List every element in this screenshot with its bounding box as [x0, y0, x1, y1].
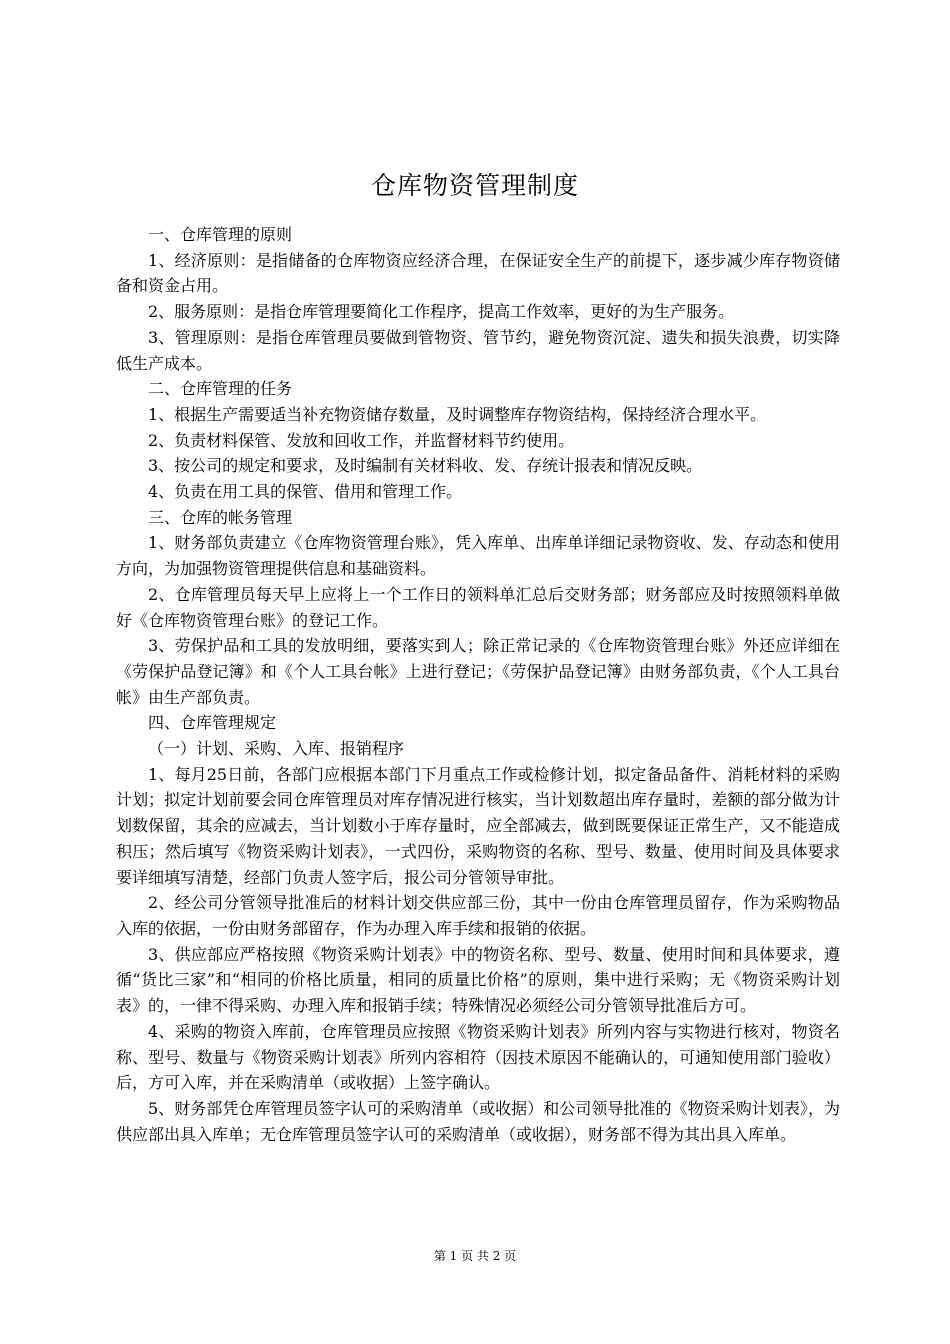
- paragraph: 3、按公司的规定和要求，及时编制有关材料收、发、存统计报表和情况反映。: [148, 456, 703, 476]
- paragraph: 2、经公司分管领导批准后的材料计划交供应部三份，其中一份由仓库管理员留存，作为采购物品入库的依据，一份由财务部留存，作为办理入库手续和报销的依据。: [116, 893, 840, 938]
- paragraph: 1、每月25日前，各部门应根据本部门下月重点工作或检修计划，拟定备品备件、消耗材料的采购计划；拟定计划前要会同仓库管理员对库存情况进行核实，当计划数超出库存量时，差额的部分做为计划数保留，其余的应减去，当计划数小于库存量时，应全部减去，做到既要保证正常生产，又不能造成积压；然后填写《物资采购计划表》，一式四份，采购物资的名称、型号、数量、使用时间及具体要求要详细填写清楚，经部门负责人签字后，报公司分管领导审批。: [116, 764, 840, 887]
- paragraph: 1、经济原则：是指储备的仓库物资应经济合理，在保证安全生产的前提下，逐步减少库存物资储备和资金占用。: [116, 250, 840, 296]
- paragraph: 4、负责在用工具的保管、借用和管理工作。: [148, 482, 463, 502]
- paragraph: 5、财务部凭仓库管理员签字认可的采购清单（或收据）和公司领导批准的《物资采购计划表》，为供应部出具入库单；无仓库管理员签字认可的采购清单（或收据），财务部不得为其出具入库单。: [116, 1098, 840, 1144]
- paragraph: 3、管理原则：是指仓库管理员要做到管物资、管节约，避免物资沉淀、遗失和损失浪费，切实降低生产成本。: [116, 327, 840, 373]
- paragraph: 3、供应部应严格按照《物资采购计划表》中的物资名称、型号、数量、使用时间和具体要求，遵循“货比三家”和“相同的价格比质量，相同的质量比价格”的原则，集中进行采购；无《物资采购计划表》的，一律不得采购、办理入库和报销手续；特殊情况必须经公司分管领导批准后方可。: [116, 944, 840, 1016]
- section-heading-3: 三、仓库的帐务管理: [148, 507, 293, 527]
- paragraph: 4、采购的物资入库前，仓库管理员应按照《物资采购计划表》所列内容与实物进行核对，物资名称、型号、数量与《物资采购计划表》所列内容相符（因技术原因不能确认的，可通知使用部门验收）后，方可入库，并在采购清单（或收据）上签字确认。: [116, 1021, 840, 1093]
- paragraph: 2、服务原则：是指仓库管理要简化工作程序，提高工作效率，更好的为生产服务。: [148, 302, 735, 322]
- section-heading-1: 一、仓库管理的原则: [148, 225, 293, 244]
- subsection-heading: （一）计划、采购、入库、报销程序: [148, 739, 405, 759]
- document-body: [116, 222, 840, 1147]
- section-heading-4: 四、仓库管理规定: [148, 713, 277, 733]
- page-footer: 第 1 页 共 2 页: [433, 1249, 517, 1263]
- section-heading-2: 二、仓库管理的任务: [148, 379, 293, 399]
- paragraph: 1、根据生产需要适当补充物资储存数量，及时调整库存物资结构，保持经济合理水平。: [148, 404, 767, 424]
- paragraph: 2、仓库管理员每天早上应将上一个工作日的领料单汇总后交财务部；财务部应及时按照领料单做好《仓库物资管理台账》的登记工作。: [116, 584, 840, 630]
- paragraph: 2、负责材料保管、发放和回收工作，并监督材料节约使用。: [148, 430, 575, 450]
- paragraph: 1、财务部负责建立《仓库物资管理台账》，凭入库单、出库单详细记录物资收、发、存动态和使用方向，为加强物资管理提供信息和基础资料。: [116, 533, 840, 579]
- page-title: 仓库物资管理制度: [370, 171, 579, 200]
- paragraph: 3、劳保护品和工具的发放明细，要落实到人；除正常记录的《仓库物资管理台账》外还应详细在《劳保护品登记簿》和《个人工具台帐》上进行登记；《劳保护品登记簿》由财务部负责，《个人工具台帐》由生产部负责。: [116, 636, 840, 707]
